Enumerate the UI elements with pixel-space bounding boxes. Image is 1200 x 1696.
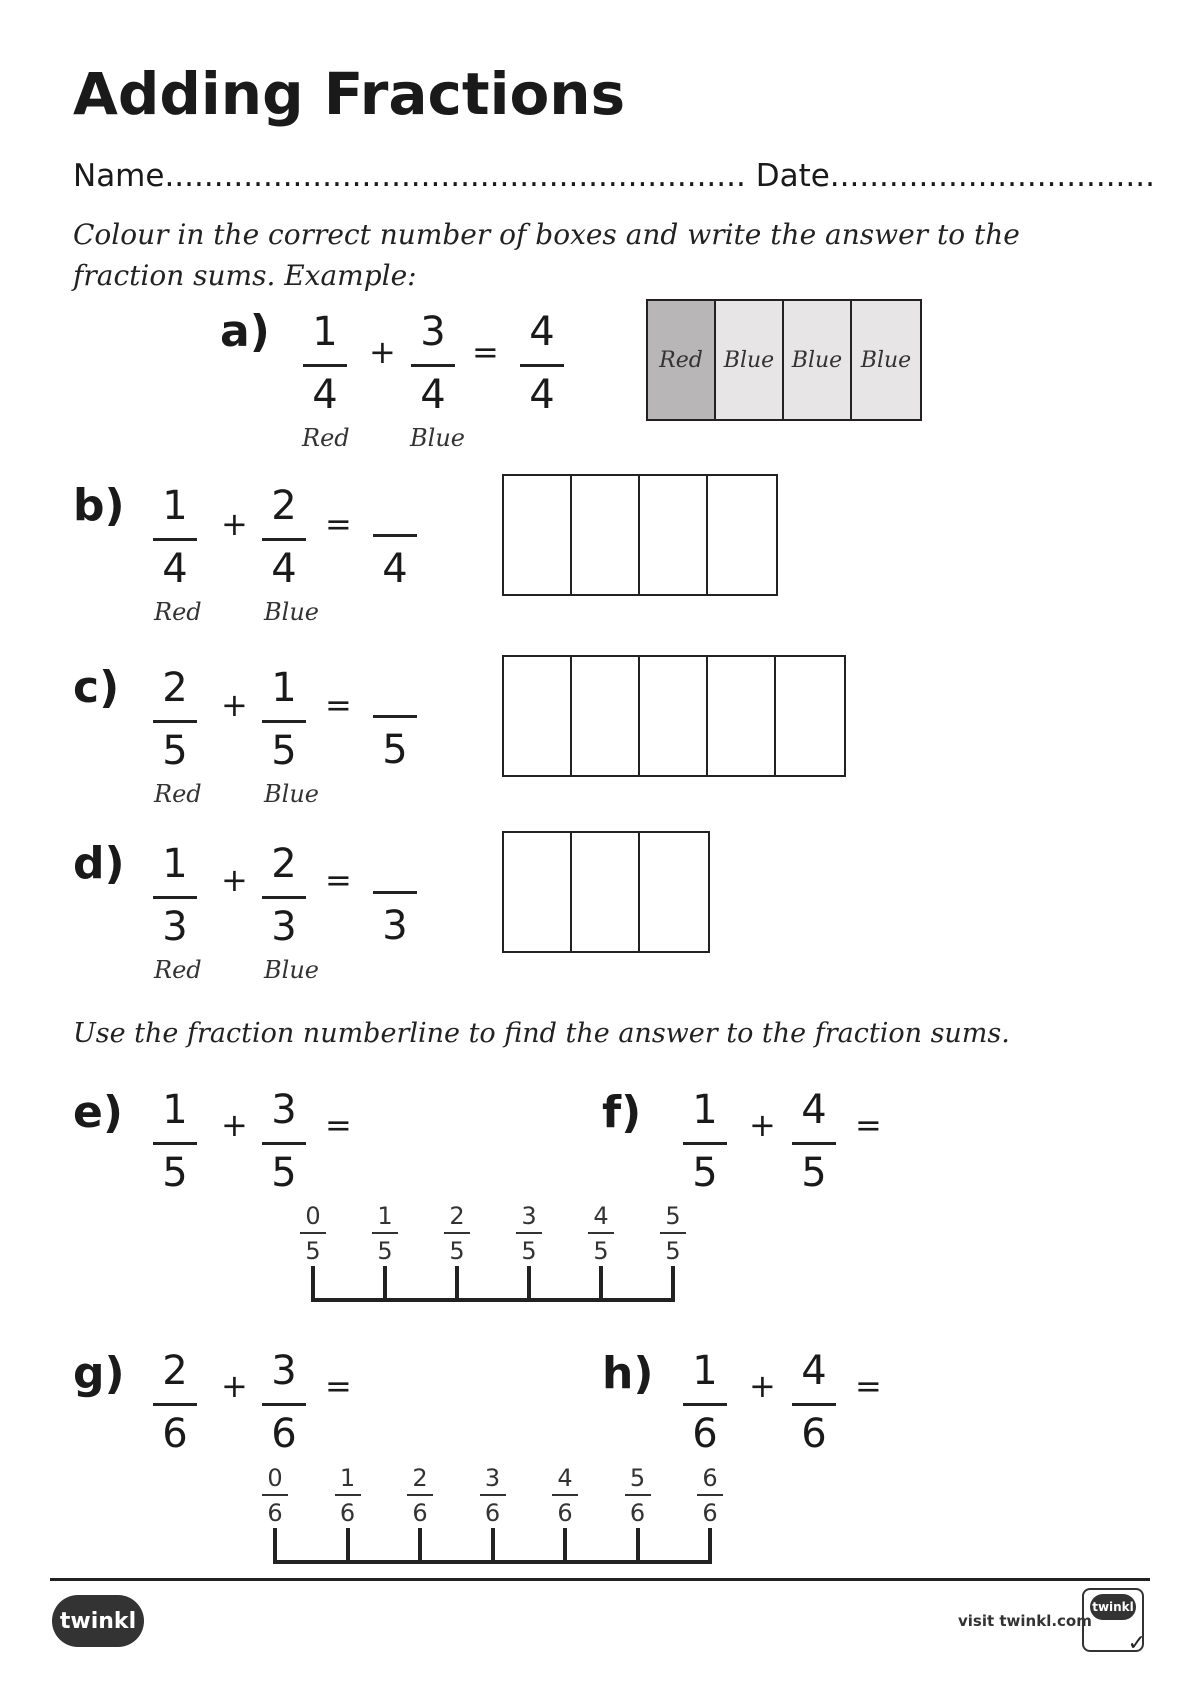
numerator: 1 [692, 1348, 718, 1394]
numberline-tick-label: 5 6 [623, 1466, 653, 1525]
plus-sign: + [749, 1367, 776, 1405]
colouring-box[interactable] [572, 476, 640, 594]
problem-c-fraction-a [150, 665, 200, 774]
problem-h-fraction-b [789, 1348, 839, 1457]
numerator: 2 [271, 483, 297, 529]
numberline-tick-label: 0 5 [298, 1204, 328, 1263]
problem-d-label: d) [73, 838, 125, 889]
denominator: 5 [162, 728, 188, 774]
problem-h-fraction-a [680, 1348, 730, 1457]
numberline-tick-label: 1 5 [370, 1204, 400, 1263]
numerator: 2 [271, 841, 297, 887]
footer-divider [50, 1578, 1150, 1581]
denominator: 3 [271, 904, 297, 950]
example-box-blue: Blue [784, 301, 852, 419]
denominator: 5 [271, 728, 297, 774]
colouring-box[interactable] [640, 833, 708, 951]
problem-e-fraction-b [259, 1087, 309, 1196]
equals-sign: = [472, 333, 499, 371]
numberline-tick [527, 1266, 531, 1302]
page-title: Adding Fractions [73, 60, 626, 128]
numberline-tick [599, 1266, 603, 1302]
numberline-tick-label: 1 6 [333, 1466, 363, 1525]
numberline-tick-label: 2 5 [442, 1204, 472, 1263]
colour-label-blue: Blue [264, 598, 319, 626]
problem-c-box-row [502, 655, 846, 777]
example-box-red: Red [648, 301, 716, 419]
numerator: 1 [312, 309, 338, 355]
instruction-line-1: Colour in the correct number of boxes and write the answer to the [73, 218, 1020, 251]
numerator: 4 [801, 1348, 827, 1394]
numerator: 3 [271, 1348, 297, 1394]
denominator: 4 [162, 546, 188, 592]
numberline-tick-label: 3 6 [478, 1466, 508, 1525]
denominator: 3 [162, 904, 188, 950]
numerator: 4 [529, 309, 555, 355]
numberline-tick-label: 0 6 [260, 1466, 290, 1525]
numberline-base [311, 1298, 675, 1302]
problem-f-label: f) [602, 1087, 642, 1138]
numerator: 1 [692, 1087, 718, 1133]
example-label: a) [220, 306, 270, 357]
numerator: 3 [420, 309, 446, 355]
numberline-tick [346, 1528, 350, 1564]
problem-b-label: b) [73, 480, 125, 531]
denominator: 4 [271, 546, 297, 592]
name-date-line[interactable]: Name........................................................... Date................................. [73, 158, 1155, 194]
example-box-blue: Blue [716, 301, 784, 419]
equals-sign: = [325, 686, 352, 724]
numberline-tick-label: 3 5 [514, 1204, 544, 1263]
colour-label-red: Red [154, 956, 202, 984]
numerator: 2 [162, 1348, 188, 1394]
colouring-box[interactable] [640, 476, 708, 594]
numerator: 1 [271, 665, 297, 711]
problem-e-label: e) [73, 1087, 123, 1138]
colouring-box[interactable] [708, 476, 776, 594]
badge-logo: twinkl [1090, 1594, 1136, 1620]
denominator: 6 [162, 1411, 188, 1457]
problem-g-label: g) [73, 1348, 125, 1399]
numerator: 4 [801, 1087, 827, 1133]
denominator: 4 [312, 372, 338, 418]
colouring-box[interactable] [504, 833, 572, 951]
colouring-box[interactable] [640, 657, 708, 775]
colouring-box[interactable] [572, 657, 640, 775]
numberline-tick [671, 1266, 675, 1302]
denominator: 5 [162, 1150, 188, 1196]
numberline-tick-label: 4 5 [586, 1204, 616, 1263]
equals-sign: = [325, 1367, 352, 1405]
example-box-blue: Blue [852, 301, 920, 419]
plus-sign: + [221, 1367, 248, 1405]
problem-e-fraction-a [150, 1087, 200, 1196]
example-box-row [646, 299, 922, 421]
colouring-box[interactable] [504, 476, 572, 594]
colouring-box[interactable] [572, 833, 640, 951]
visit-link[interactable]: visit twinkl.com [958, 1612, 1092, 1630]
colour-label-red: Red [302, 424, 350, 452]
colour-label-blue: Blue [264, 780, 319, 808]
colour-label-blue: Blue [410, 424, 465, 452]
answer-blank[interactable] [373, 891, 417, 894]
denominator: 4 [420, 372, 446, 418]
problem-f-fraction-a [680, 1087, 730, 1196]
problem-g-fraction-a [150, 1348, 200, 1457]
plus-sign: + [221, 686, 248, 724]
numerator: 1 [162, 841, 188, 887]
denominator: 6 [692, 1411, 718, 1457]
checkmark-icon: ✓ [1127, 1631, 1146, 1656]
problem-c-fraction-b [259, 665, 309, 774]
plus-sign: + [749, 1106, 776, 1144]
denominator: 6 [271, 1411, 297, 1457]
numberline-tick [273, 1528, 277, 1564]
problem-d-fraction-b [259, 841, 309, 950]
colouring-box[interactable] [776, 657, 844, 775]
example-fraction-answer [517, 309, 567, 418]
denominator: 4 [529, 372, 555, 418]
plus-sign: + [221, 861, 248, 899]
numberline-tick [491, 1528, 495, 1564]
colour-label-blue: Blue [264, 956, 319, 984]
numberline-base [273, 1560, 712, 1564]
numberline-instruction: Use the fraction numberline to find the answer to the fraction sums. [73, 1018, 1010, 1049]
answer-blank[interactable] [373, 534, 417, 537]
colour-label-red: Red [154, 780, 202, 808]
numerator: 1 [162, 483, 188, 529]
problem-g-fraction-b [259, 1348, 309, 1457]
answer-denominator: 4 [382, 546, 408, 592]
answer-denominator: 5 [382, 727, 408, 773]
denominator: 5 [271, 1150, 297, 1196]
numberline-tick [383, 1266, 387, 1302]
problem-d-box-row [502, 831, 710, 953]
instruction-line-2: fraction sums. Example: [73, 259, 417, 292]
denominator: 5 [692, 1150, 718, 1196]
numberline-tick-label: 5 5 [658, 1204, 688, 1263]
denominator: 5 [801, 1150, 827, 1196]
numberline-tick [418, 1528, 422, 1564]
denominator: 6 [801, 1411, 827, 1457]
numberline-tick [311, 1266, 315, 1302]
plus-sign: + [221, 505, 248, 543]
problem-b-box-row [502, 474, 778, 596]
problem-f-fraction-b [789, 1087, 839, 1196]
colour-label-red: Red [154, 598, 202, 626]
equals-sign: = [855, 1106, 882, 1144]
numerator: 3 [271, 1087, 297, 1133]
equals-sign: = [325, 1106, 352, 1144]
numberline-tick-label: 4 6 [550, 1466, 580, 1525]
problem-h-label: h) [602, 1348, 654, 1399]
equals-sign: = [325, 861, 352, 899]
numberline-tick [563, 1528, 567, 1564]
problem-b-fraction-a [150, 483, 200, 592]
equals-sign: = [855, 1367, 882, 1405]
problem-c-label: c) [73, 662, 120, 713]
colouring-box[interactable] [504, 657, 572, 775]
numerator: 1 [162, 1087, 188, 1133]
quality-badge [1082, 1588, 1146, 1656]
numberline-tick-label: 2 6 [405, 1466, 435, 1525]
answer-blank[interactable] [373, 715, 417, 718]
problem-b-fraction-b [259, 483, 309, 592]
equals-sign: = [325, 505, 352, 543]
numberline-tick [636, 1528, 640, 1564]
example-fraction-a [300, 309, 350, 418]
example-fraction-b [408, 309, 458, 418]
numerator: 2 [162, 665, 188, 711]
numberline-tick [455, 1266, 459, 1302]
plus-sign: + [221, 1106, 248, 1144]
numberline-tick [708, 1528, 712, 1564]
plus-sign: + [369, 333, 396, 371]
numberline-tick-label: 6 6 [695, 1466, 725, 1525]
twinkl-logo[interactable]: twinkl [52, 1595, 144, 1647]
problem-d-fraction-a [150, 841, 200, 950]
colouring-box[interactable] [708, 657, 776, 775]
answer-denominator: 3 [382, 903, 408, 949]
